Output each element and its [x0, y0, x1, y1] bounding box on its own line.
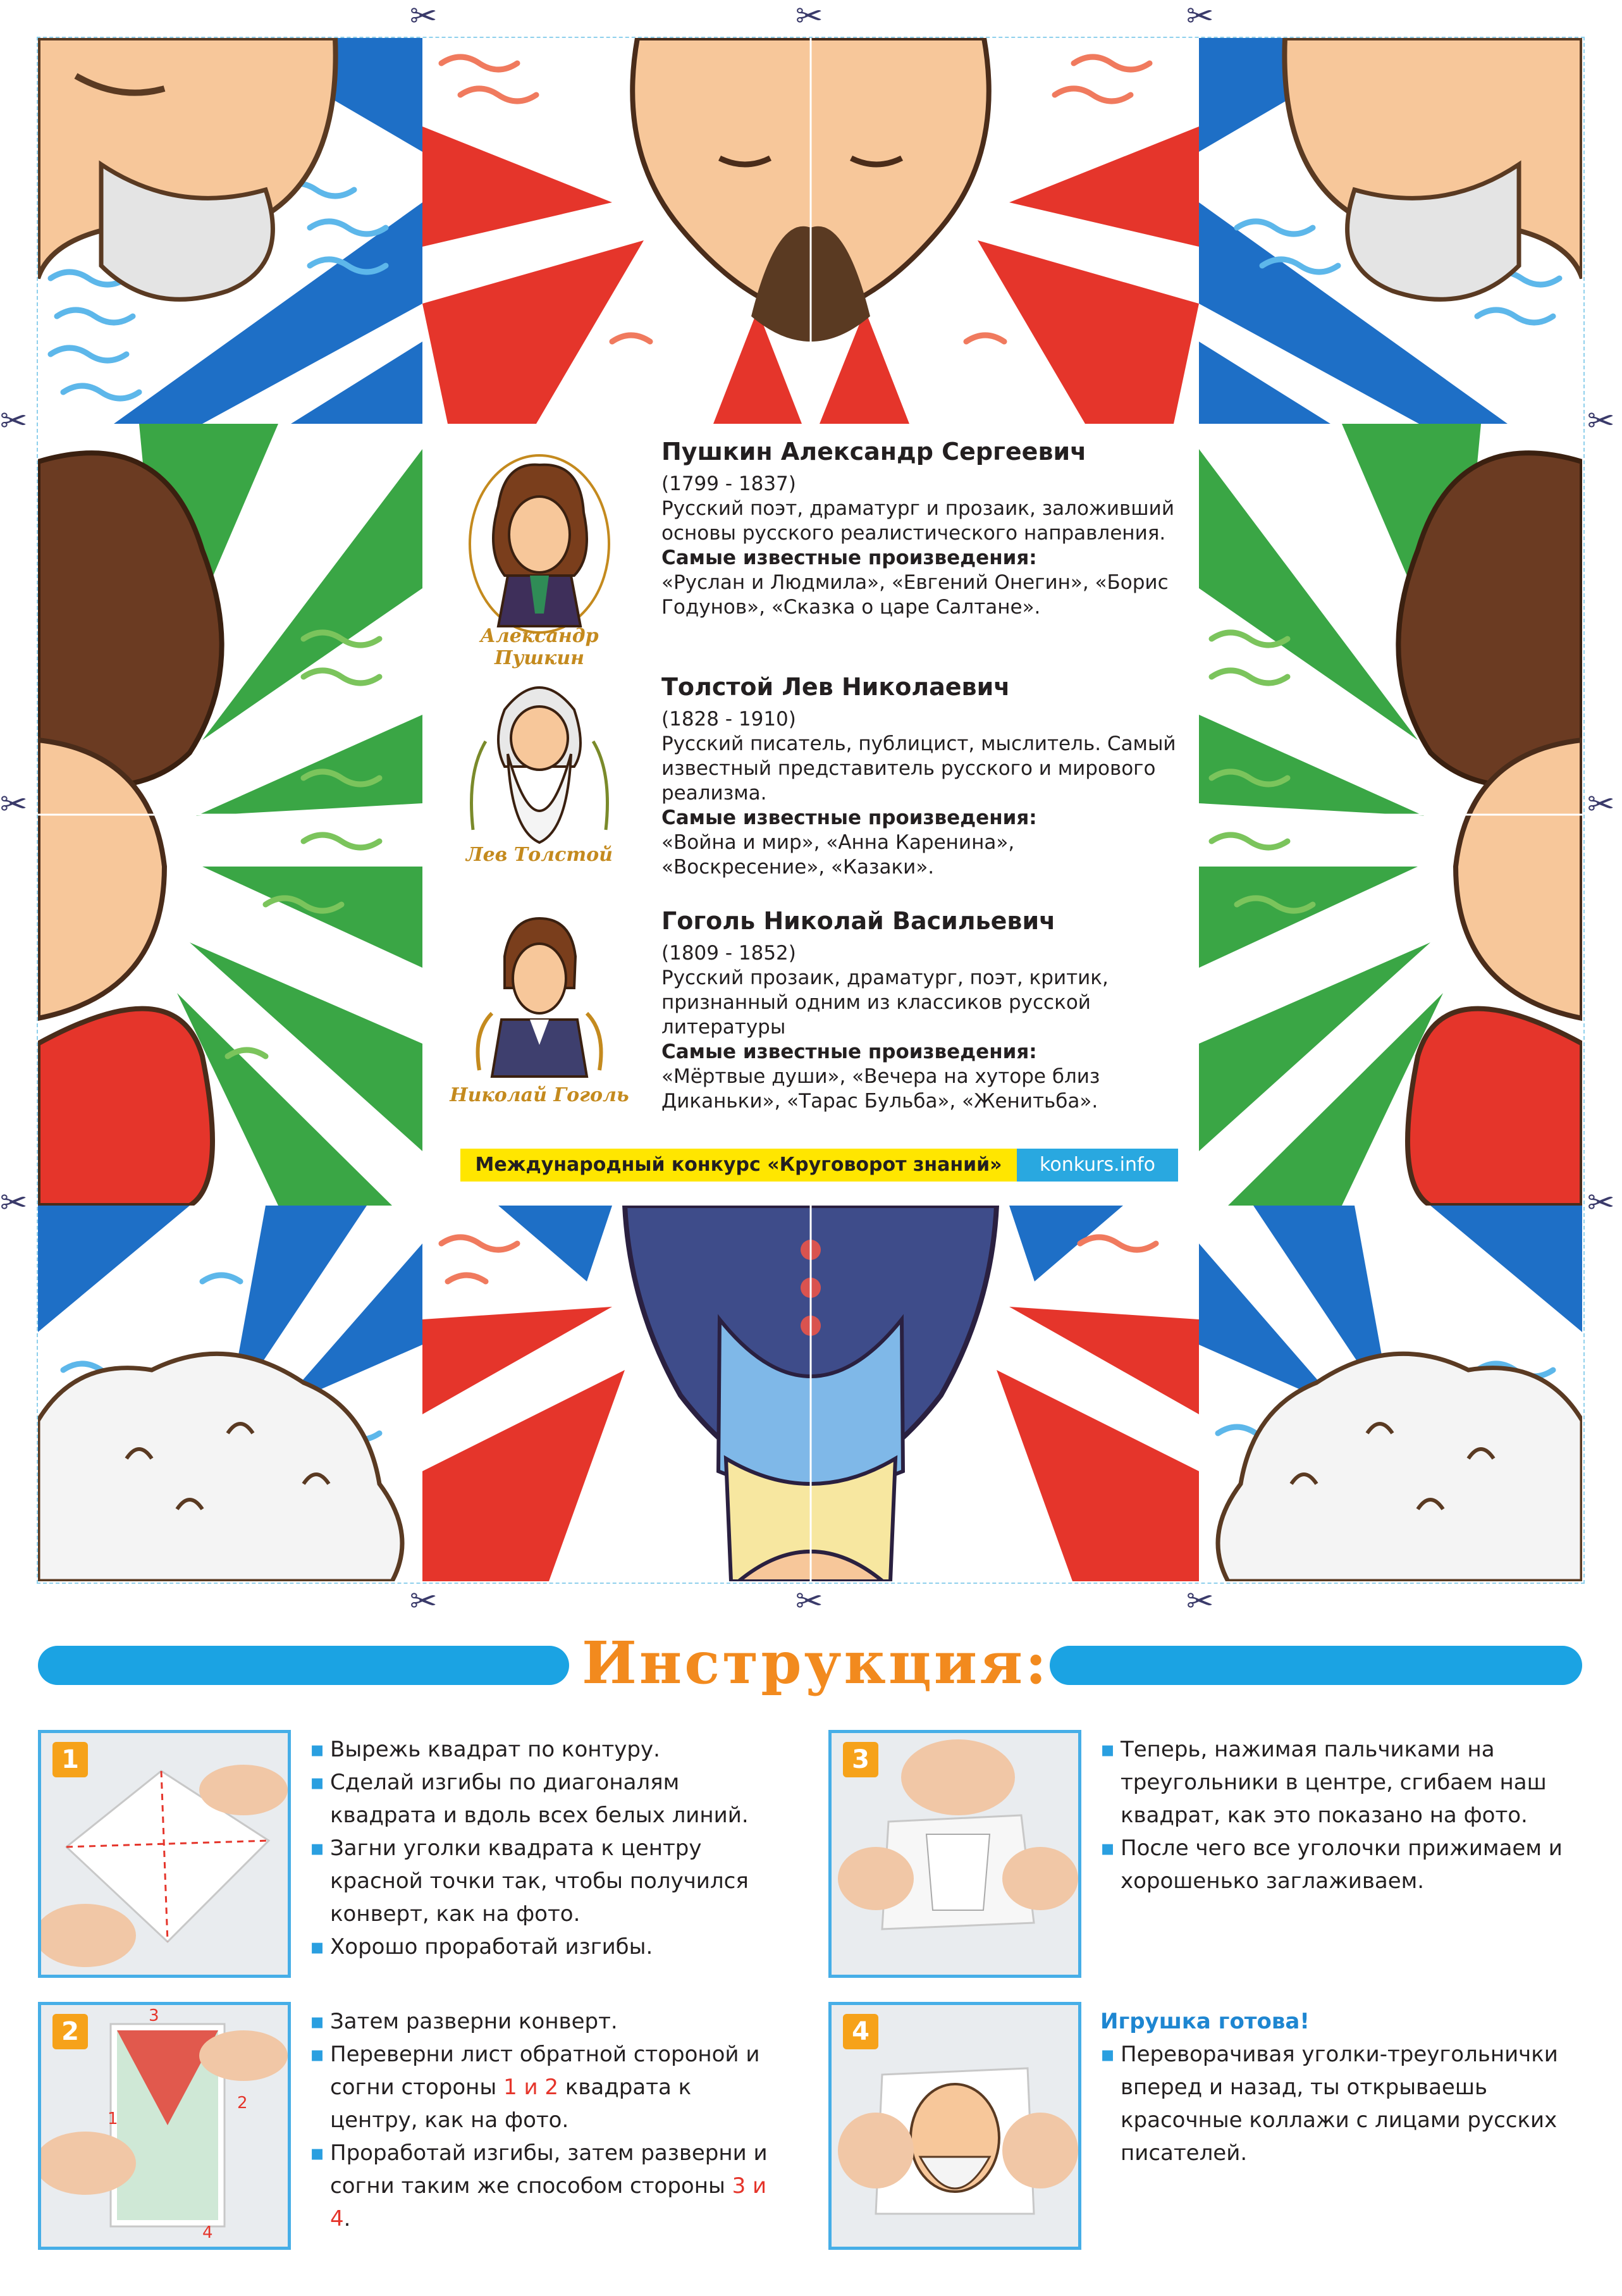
step-number: 1: [52, 1742, 88, 1777]
works-heading: Самые известные произведения:: [661, 546, 1037, 569]
step-2-photo: [38, 2002, 291, 2250]
step-1-photo: [38, 1730, 291, 1978]
author-years: (1799 - 1837): [661, 472, 796, 495]
collage-tile-top-left: [38, 38, 422, 424]
step-number: 3: [843, 1742, 878, 1777]
author-caption: Николай Гоголь: [450, 1084, 629, 1106]
scissors-icon: ✂: [1587, 786, 1615, 824]
step-3-photo: [828, 1730, 1081, 1978]
scissors-icon: ✂: [796, 1583, 823, 1620]
step-2-text: [310, 2005, 778, 2235]
collage-tile-top-center: [422, 38, 1199, 424]
works-list: «Война и мир», «Анна Каренина», «Воскресение», «Казаки».: [661, 831, 1015, 879]
scissors-icon: ✂: [1186, 0, 1214, 35]
step-4-text: [1100, 2005, 1581, 2169]
photo-label-1: 1: [108, 2109, 118, 2128]
info-card: [422, 424, 1199, 1206]
step-line: ▪ Сделай изгибы по диагоналям квадрата и вдоль всех белых линий.: [310, 1766, 778, 1832]
photo-label-2: 2: [237, 2094, 248, 2113]
step-line: ▪ Переверни лист обратной стороной и согни стороны 1 и 2 квадрата к центру, как на фото.: [310, 2038, 778, 2137]
gogol-portrait: [460, 906, 618, 1089]
step-number: 4: [843, 2014, 878, 2049]
photo-label-3: 3: [149, 2006, 159, 2025]
collage-tile-middle-left: [38, 424, 422, 1206]
author-name: Толстой Лев Николаевич: [661, 673, 1011, 701]
pushkin-portrait: [460, 449, 618, 639]
contest-banner: Международный конкурс «Круговорот знаний»: [460, 1149, 1017, 1182]
step-number: 2: [52, 2014, 88, 2049]
scissors-icon: ✂: [1186, 1583, 1214, 1620]
site-link[interactable]: konkurs.info: [1017, 1149, 1178, 1182]
tolstoy-portrait: [460, 665, 618, 855]
works-heading: Самые известные произведения:: [661, 806, 1037, 829]
works-list: «Мёртвые души», «Вечера на хуторе близ Диканьки», «Тарас Бульба», «Женитьба».: [661, 1065, 1100, 1113]
step-line: ▪ Затем разверни конверт.: [310, 2005, 778, 2038]
collage-tile-top-right: [1199, 38, 1582, 424]
author-details: [661, 941, 1180, 1114]
step-line: ▪ Вырежь квадрат по контуру.: [310, 1733, 778, 1766]
step-line: ▪ После чего все уголочки прижимаем и хорошенько заглаживаем.: [1100, 1832, 1581, 1898]
collage-tile-bottom-center: [422, 1206, 1199, 1581]
author-name: Пушкин Александр Сергеевич: [661, 438, 1087, 466]
scissors-icon: ✂: [796, 0, 823, 35]
works-list: «Руслан и Людмила», «Евгений Онегин», «Борис Годунов», «Сказка о царе Салтане».: [661, 571, 1169, 619]
instruction-title: Инструкция:: [582, 1629, 1050, 1697]
step-line: ▪ Проработай изгибы, затем разверни и согни таким же способом стороны 3 и 4.: [310, 2137, 778, 2235]
author-description: Русский поэт, драматург и прозаик, заложивший основы русского реалистического направления.: [661, 497, 1174, 545]
author-years: (1828 - 1910): [661, 708, 796, 731]
scissors-icon: ✂: [0, 786, 28, 824]
collage-tile-bottom-left: [38, 1206, 422, 1581]
step-line: ▪ Теперь, нажимая пальчиками на треугольники в центре, сгибаем наш квадрат, как это показано на фото.: [1100, 1733, 1581, 1832]
step-3-text: [1100, 1733, 1581, 1898]
step-line: ▪ Загни уголки квадрата к центру красной точки так, чтобы получился конверт, как на фото.: [310, 1832, 778, 1930]
decorative-band-right: [1050, 1646, 1582, 1685]
photo-label-4: 4: [202, 2223, 213, 2242]
author-caption: Лев Толстой: [466, 844, 613, 866]
author-caption: Александр Пушкин: [480, 625, 599, 669]
collage-tile-bottom-right: [1199, 1206, 1582, 1581]
author-details: [661, 707, 1180, 880]
scissors-icon: ✂: [1587, 402, 1615, 440]
scissors-icon: ✂: [410, 1583, 438, 1620]
author-description: Русский прозаик, драматург, поэт, критик, признанный одним из классиков русской литературы: [661, 966, 1109, 1039]
scissors-icon: ✂: [0, 402, 28, 440]
step-1-text: [310, 1733, 778, 1963]
decorative-band-left: [38, 1646, 569, 1685]
author-name: Гоголь Николай Васильевич: [661, 907, 1056, 935]
step-line: ▪ Переворачивая уголки-треугольнички вперед и назад, ты открываешь красочные коллажи с лицами русских писателей.: [1100, 2038, 1581, 2169]
author-details: [661, 472, 1180, 620]
scissors-icon: ✂: [410, 0, 438, 35]
scissors-icon: ✂: [1587, 1184, 1615, 1222]
works-heading: Самые известные произведения:: [661, 1040, 1037, 1063]
collage-tile-middle-right: [1199, 424, 1582, 1206]
author-years: (1809 - 1852): [661, 942, 796, 965]
step-4-photo: [828, 2002, 1081, 2250]
author-description: Русский писатель, публицист, мыслитель. Самый известный представитель русского и мирового реализма.: [661, 732, 1176, 805]
step-line: ▪ Хорошо проработай изгибы.: [310, 1930, 778, 1963]
toy-ready-heading: Игрушка готова!: [1100, 2009, 1310, 2034]
scissors-icon: ✂: [0, 1184, 28, 1222]
